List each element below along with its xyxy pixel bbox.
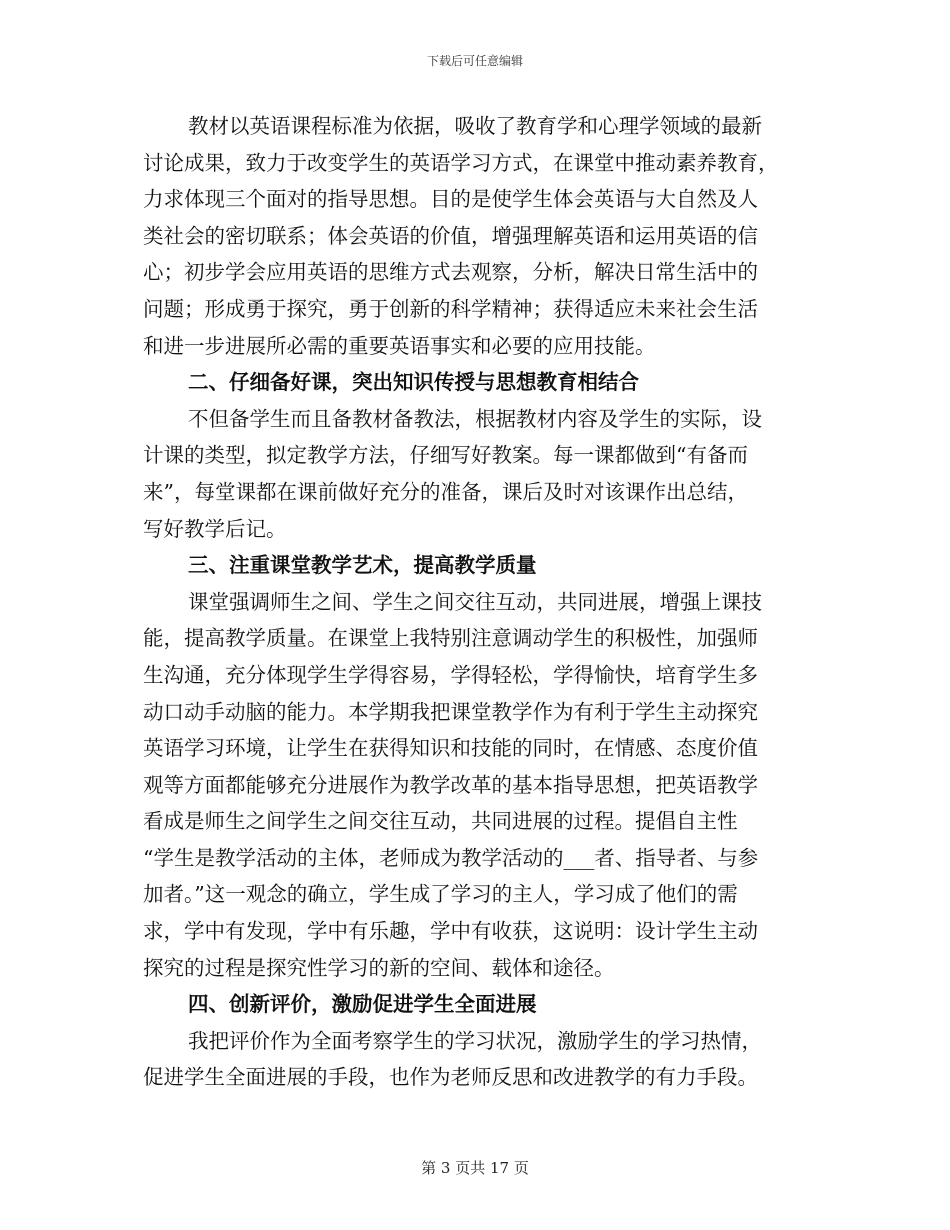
paragraph-line: 教材以英语课程标准为依据，吸收了教育学和心理学领域的最新 bbox=[188, 114, 762, 138]
section-heading: 三、注重课堂教学艺术，提高教学质量 bbox=[188, 553, 537, 578]
paragraph-line: 课堂强调师生之间、学生之间交往互动，共同进展，增强上课技 bbox=[188, 589, 762, 614]
paragraph-line: 来”，每堂课都在课前做好充分的准备，课后及时对该课作出总结， bbox=[143, 479, 748, 504]
paragraph-line: 我把评价作为全面考察学生的学习状况，激励学生的学习热情， bbox=[188, 1028, 762, 1053]
paragraph-line: 动口动手动脑的能力。本学期我把课堂教学作为有利于学生主动探究 bbox=[143, 699, 758, 724]
paragraph-line: 讨论成果，致力于改变学生的英语学习方式，在课堂中推动素养教育， bbox=[143, 150, 779, 175]
paragraph-line: 探究的过程是探究性学习的新的空间、载体和途径。 bbox=[143, 955, 615, 980]
paragraph-line: 和进一步进展所必需的重要英语事实和必要的应用技能。 bbox=[143, 333, 656, 358]
document-body bbox=[143, 108, 803, 1096]
paragraph-line: 英语学习环境，让学生在获得知识和技能的同时，在情感、态度价值 bbox=[143, 736, 758, 761]
paragraph-line: 类社会的密切联系；体会英语的价值，增强理解英语和运用英语的信 bbox=[143, 223, 758, 248]
page-number: 第 3 页共 17 页 bbox=[421, 1159, 529, 1177]
paragraph-line: 看成是师生之间学生之间交往互动，共同进展的过程。提倡自主性 bbox=[143, 809, 738, 834]
paragraph-line: 观等方面都能够充分进展作为教学改革的基本指导思想，把英语教学 bbox=[143, 772, 758, 797]
paragraph-line: “学生是教学活动的主体，老师成为教学活动的___者、指导者、与参 bbox=[143, 845, 759, 870]
paragraph-line: 生沟通，充分体现学生学得容易，学得轻松，学得愉快，培育学生多 bbox=[143, 662, 758, 687]
paragraph-line: 计课的类型，拟定教学方法，仔细写好教案。每一课都做到“有备而 bbox=[143, 443, 748, 468]
paragraph-line: 加者。”这一观念的确立，学生成了学习的主人，学习成了他们的需 bbox=[143, 882, 738, 907]
section-heading: 二、仔细备好课，突出知识传授与思想教育相结合 bbox=[188, 370, 639, 395]
paragraph-line: 能，提高教学质量。在课堂上我特别注意调动学生的积极性，加强师 bbox=[143, 626, 758, 651]
paragraph-line: 不但备学生而且备教材备教法，根据教材内容及学生的实际，设 bbox=[188, 406, 762, 431]
paragraph-line: 心；初步学会应用英语的思维方式去观察，分析，解决日常生活中的 bbox=[143, 260, 758, 285]
page-header-note: 下载后可任意编辑 bbox=[426, 54, 523, 68]
paragraph-line: 求，学中有发现，学中有乐趣，学中有收获，这说明：设计学生主动 bbox=[143, 919, 758, 944]
section-heading: 四、创新评价，激励促进学生全面进展 bbox=[188, 992, 537, 1017]
paragraph-line: 写好教学后记。 bbox=[143, 516, 287, 541]
paragraph-line: 促进学生全面进展的手段，也作为老师反思和改进教学的有力手段。 bbox=[143, 1065, 758, 1090]
paragraph-line: 力求体现三个面对的指导思想。目的是使学生体会英语与大自然及人 bbox=[143, 187, 758, 212]
paragraph-line: 问题；形成勇于探究，勇于创新的科学精神；获得适应未来社会生活 bbox=[143, 296, 758, 321]
